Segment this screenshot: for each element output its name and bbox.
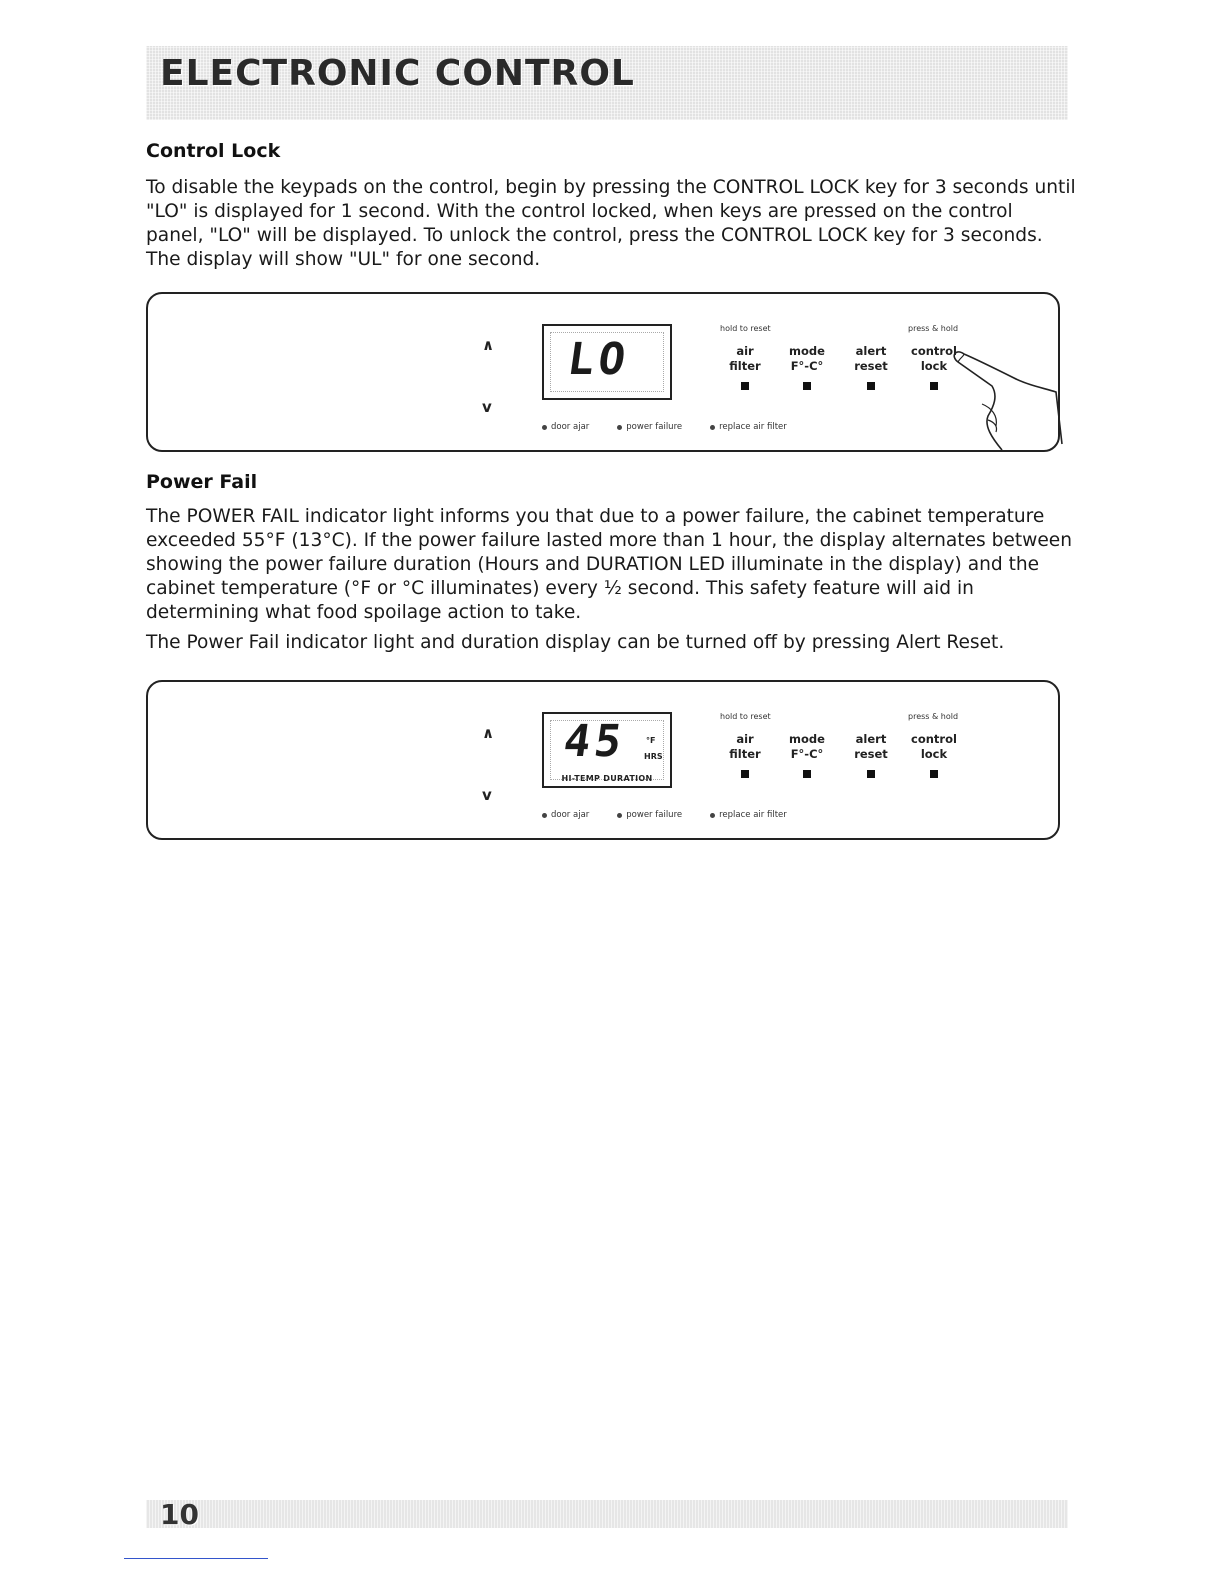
key-label: filter	[729, 747, 761, 761]
indicator-label: power failure	[626, 422, 683, 432]
air-filter-button[interactable]	[741, 382, 749, 390]
indicator-led-icon	[617, 813, 622, 818]
footer-band	[146, 1500, 1068, 1528]
key-label: F°-C°	[790, 359, 824, 373]
key-label: reset	[854, 747, 888, 761]
temperature-display	[542, 324, 672, 400]
alert-reset-button[interactable]	[867, 382, 875, 390]
mode-button[interactable]	[803, 770, 811, 778]
key-label: lock	[920, 359, 948, 373]
indicator-lights	[542, 810, 787, 820]
key-label: air	[736, 732, 754, 746]
key-label: alert	[855, 344, 887, 358]
control-panel-lock-illustration	[146, 292, 1060, 452]
control-lock-button[interactable]	[930, 770, 938, 778]
key-label: F°-C°	[790, 747, 824, 761]
air-filter-key[interactable]	[710, 732, 780, 762]
alert-reset-key[interactable]	[836, 732, 906, 762]
page-number: 10	[160, 1498, 199, 1531]
alert-reset-key[interactable]	[836, 344, 906, 374]
display-readout: 45	[560, 716, 629, 767]
power-failure-indicator	[617, 422, 682, 432]
indicator-label: door ajar	[551, 422, 590, 432]
door-ajar-indicator	[542, 422, 589, 432]
indicator-label: replace air filter	[719, 422, 787, 432]
door-ajar-indicator	[542, 810, 589, 820]
key-label: alert	[855, 732, 887, 746]
press-hold-label: press & hold	[908, 712, 959, 721]
replace-air-filter-indicator	[710, 422, 787, 432]
up-arrow-icon: ∧	[482, 724, 495, 742]
power-fail-reset-paragraph: The Power Fail indicator light and duration display can be turned off by pressing Alert Reset.	[146, 632, 1005, 653]
key-label: control	[911, 344, 957, 358]
control-lock-heading: Control Lock	[146, 140, 281, 162]
air-filter-key[interactable]	[710, 344, 780, 374]
down-arrow-icon: v	[482, 786, 492, 804]
key-label: mode	[789, 344, 825, 358]
control-lock-paragraph: To disable the keypads on the control, begin by pressing the CONTROL LOCK key for 3 seconds until "LO" is displayed for 1 second. With the control locked, when keys are pressed on the control panel, "LO" will be displayed. To unlock the control, press the CONTROL LOCK key for 3 seconds. The display will show "UL" for one second.	[146, 177, 1076, 270]
key-label: mode	[789, 732, 825, 746]
temperature-display	[542, 712, 672, 788]
section-title: ELECTRONIC CONTROL	[160, 53, 635, 94]
power-fail-heading: Power Fail	[146, 471, 258, 493]
indicator-led-icon	[617, 425, 622, 430]
hours-unit: HRS	[644, 752, 663, 761]
fahrenheit-unit: °F	[646, 736, 656, 745]
mode-key[interactable]	[772, 732, 842, 762]
mode-button[interactable]	[803, 382, 811, 390]
indicator-led-icon	[542, 813, 547, 818]
control-lock-key[interactable]	[899, 732, 969, 762]
up-arrow-icon: ∧	[482, 336, 495, 354]
hi-temp-duration-label: HI-TEMP DURATION	[561, 774, 653, 783]
indicator-led-icon	[710, 425, 715, 430]
hold-to-reset-label: hold to reset	[720, 712, 771, 721]
key-label: reset	[854, 359, 888, 373]
indicator-label: door ajar	[551, 810, 590, 820]
power-fail-paragraph: The POWER FAIL indicator light informs you that due to a power failure, the cabinet temperature exceeded 55°F (13°C). If the power failure lasted more than 1 hour, the display alternates between showing the power failure duration (Hours and DURATION LED illuminate in the display) and the cabinet temperature (°F or °C illuminates) every ½ second. This safety feature will aid in determining what food spoilage action to take.	[146, 506, 1073, 623]
indicator-label: replace air filter	[719, 810, 787, 820]
display-readout: LO	[564, 334, 633, 385]
key-label: lock	[920, 747, 948, 761]
mode-key[interactable]	[772, 344, 842, 374]
control-lock-button[interactable]	[930, 382, 938, 390]
air-filter-button[interactable]	[741, 770, 749, 778]
power-failure-indicator	[617, 810, 682, 820]
key-label: air	[736, 344, 754, 358]
pressing-hand-icon	[948, 334, 1064, 452]
hold-to-reset-label: hold to reset	[720, 324, 771, 333]
control-panel-power-fail-illustration	[146, 680, 1060, 840]
alert-reset-button[interactable]	[867, 770, 875, 778]
key-label: filter	[729, 359, 761, 373]
bottom-rule	[124, 1558, 268, 1559]
key-label: control	[911, 732, 957, 746]
indicator-led-icon	[542, 425, 547, 430]
indicator-lights	[542, 422, 787, 432]
down-arrow-icon: v	[482, 398, 492, 416]
indicator-label: power failure	[626, 810, 683, 820]
replace-air-filter-indicator	[710, 810, 787, 820]
indicator-led-icon	[710, 813, 715, 818]
press-hold-label: press & hold	[908, 324, 959, 333]
